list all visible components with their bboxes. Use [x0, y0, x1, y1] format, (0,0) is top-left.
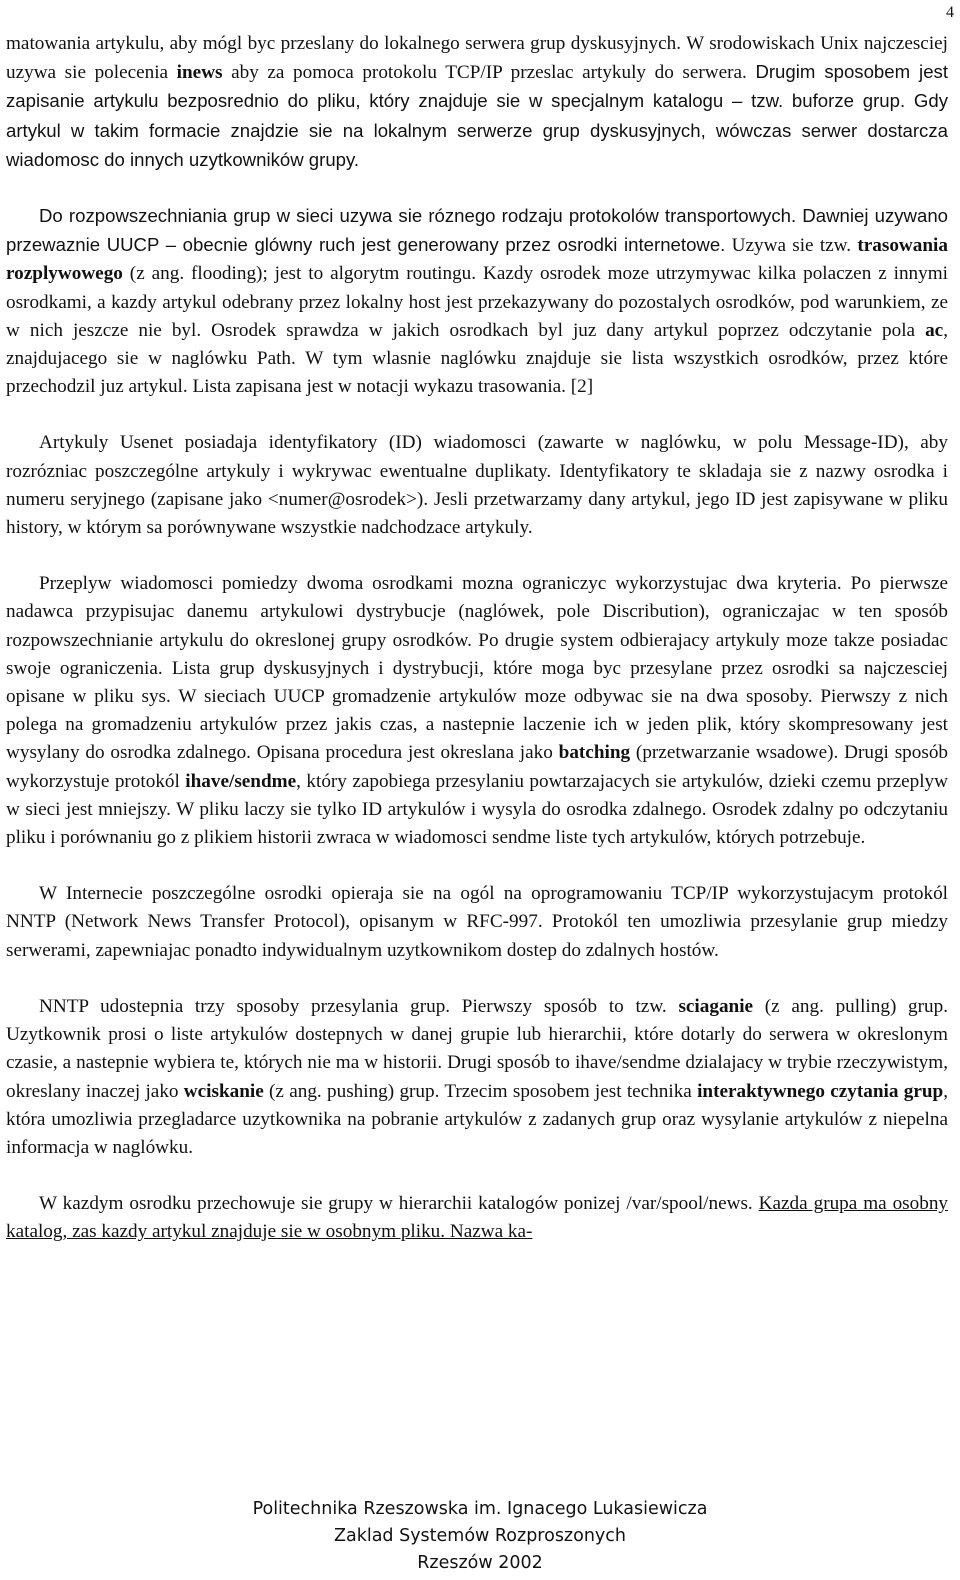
- page-number: 4: [946, 4, 954, 21]
- bold-term-sciaganie: sciaganie: [678, 995, 754, 1017]
- paragraph-article-delivery: [6, 30, 948, 175]
- bold-term-batching: batching: [558, 742, 631, 764]
- footer-university: Politechnika Rzeszowska im. Ignacego Lukasiewicza: [252, 1499, 708, 1519]
- paragraph-nntp-internet: [6, 880, 948, 965]
- paragraph-text: W kazdym osrodku przechowuje sie grupy w hierarchii katalogów ponizej /var/spool/news.: [39, 1193, 753, 1215]
- paragraph-text: Uzywa sie tzw.: [725, 235, 858, 257]
- page-footer: [0, 1496, 960, 1577]
- paragraph-text: W Internecie poszczególne osrodki opieraja sie na ogól na oprogramowaniu TCP/IP wykorzystujacym protokól NNTP (Network News Transfer Protocol), opisanym w RFC-997. Protokól ten umozliwia przesylanie grup miedzy serwerami, zapewniajac ponadto indywidualnym uzytkownikom dostep do zdalnych hostów.: [6, 883, 948, 961]
- paragraph-text: aby za pomoca protokolu TCP/IP przeslac artykuly do serwera.: [222, 62, 756, 84]
- bold-term-interactive-reading: interaktywnego czytania grup: [697, 1080, 944, 1102]
- bold-term-ac: ac: [925, 319, 944, 341]
- paragraph-nntp-methods: [6, 993, 948, 1162]
- paragraph-text: , która umozliwia przegladarce uzytkownika na pobranie artykulów z zadanych grup oraz wysylanie artykulów z niepelna informacja w naglówku.: [6, 1080, 949, 1158]
- footer-department: Zaklad Systemów Rozproszonych: [333, 1526, 626, 1546]
- paragraph-message-id: [6, 429, 948, 542]
- document-body: [6, 30, 948, 1275]
- paragraph-text: (z ang. flooding); jest to algorytm routingu. Kazdy osrodek moze utrzymywac kilka polaczen z innymi osrodkami, a kazdy artykul odebrany przez lokalny host jest przekazywany do pozostalych osrodków, pod warunkiem, ze w nich jeszcze nie byl. Osrodek sprawdza w jakich osrodkach byl juz dany artykul poprzez odczytanie pola: [6, 263, 948, 341]
- paragraph-text: NNTP udostepnia trzy sposoby przesylania grup. Pierwszy sposób to tzw.: [39, 995, 679, 1017]
- paragraph-text: , który zapobiega przesylaniu powtarzajacych sie artykulów, dzieki czemu przeplyw w sieci jest mniejszy. W pliku laczy sie tylko ID artykulów i wysyla do osrodka zdalnego. Osrodek zdalny po odczytaniu pliku i porównaniu go z plikiem historii zwraca w wiadomosci sendme liste tych artykulów, których potrzebuje.: [6, 770, 948, 849]
- paragraph-spool-hierarchy: [6, 1190, 948, 1246]
- paragraph-text: (z ang. pulling) grup. Uzytkownik prosi o liste artykulów dostepnych w danej grupie lub hierarchii, które dotarly do serwera w okreslonym czasie, a nastepnie wybiera te, których nie ma w historii. Drugi sposób to ihave/sendme dzialajacy w trybie rzeczywistym, okreslany inaczej jako: [6, 995, 948, 1102]
- paragraph-text: (z ang. pushing) grup. Trzecim sposobem jest technika: [263, 1080, 698, 1102]
- paragraph-text: (przetwarzanie wsadowe). Drugi sposób wykorzystuje protokól: [6, 742, 949, 792]
- paragraph-text: Artykuly Usenet posiadaja identyfikatory (ID) wiadomosci (zawarte w naglówku, w polu Message-ID), aby rozrózniac poszczególne artykuly i wykrywac ewentualne duplikaty. Identyfikatory te skladaja sie z nazwy osrodka i numeru seryjnego (zapisane jako <numer@osrodek>). Jesli przetwarzamy dany artykul, jego ID jest zapisywane w pliku history, w którym sa porównywane wszystkie nadchodzace artykuly.: [6, 432, 948, 539]
- paragraph-text: Do rozpowszechniania grup w sieci uzywa sie róznego rodzaju protokolów transportowych. Dawniej uzywano przewaznie UUCP – obecnie glówny ruch jest generowany przez osrodki internetowe.: [6, 205, 948, 256]
- paragraph-text: , znajdujacego sie w naglówku Path. W tym wlasnie naglówku znajduje sie lista wszystkich osrodków, przez które przechodzil juz artykul. Lista zapisana jest w notacji wykazu trasowania. [2]: [6, 319, 948, 398]
- paragraph-transport-protocols: [6, 202, 948, 401]
- bold-term-wciskanie: wciskanie: [183, 1080, 264, 1102]
- paragraph-text: matowania artykulu, aby mógl byc przeslany do lokalnego serwera grup dyskusyjnych. W srodowiskach Unix najczesciej uzywa sie polecenia: [6, 33, 948, 84]
- footer-place-year: Rzeszów 2002: [417, 1553, 543, 1573]
- paragraph-text: Drugim sposobem jest zapisanie artykulu bezposrednio do pliku, który znajduje sie w specjalnym katalogu – tzw. buforze grup. Gdy artykul w takim formacie znajdzie sie na lokalnym serwerze grup dyskusyjnych, wówczas serwer dostarcza wiadomosc do innych uzytkowników grupy.: [6, 61, 948, 170]
- paragraph-text: Przeplyw wiadomosci pomiedzy dwoma osrodkami mozna ograniczyc wykorzystujac dwa kryteria. Po pierwsze nadawca przypisujac danemu artykulowi dystrybucje (naglówek, pole Discribution), ograniczajac w ten sposób rozpowszechnianie artykulu do okreslonej grupy osrodków. Po drugie system odbierajacy artykuly moze takze posiadac swoje ograniczenia. Lista grup dyskusyjnych i dystrybucji, które moga byc przesylane przez osrodki sa najczesciej opisane w pliku sys. W sieciach UUCP gromadzenie artykulów moze odbywac sie na dwa sposoby. Pierwszy z nich polega na gromadzeniu artykulów przez jakis czas, a nastepnie laczenie ich w jeden plik, który skompresowany jest wysylany do osrodka zdalnego. Opisana procedura jest okreslana jako: [6, 573, 948, 764]
- bold-term-flooding: trasowania rozplywowego: [6, 235, 948, 285]
- paragraph-message-flow: [6, 570, 948, 852]
- bold-term-ihave-sendme: ihave/sendme: [185, 770, 297, 792]
- underlined-text: Kazda grupa ma osobny katalog, zas kazdy artykul znajduje sie w osobnym pliku. Nazwa ka-: [6, 1193, 949, 1243]
- bold-term-inews: inews: [176, 62, 223, 84]
